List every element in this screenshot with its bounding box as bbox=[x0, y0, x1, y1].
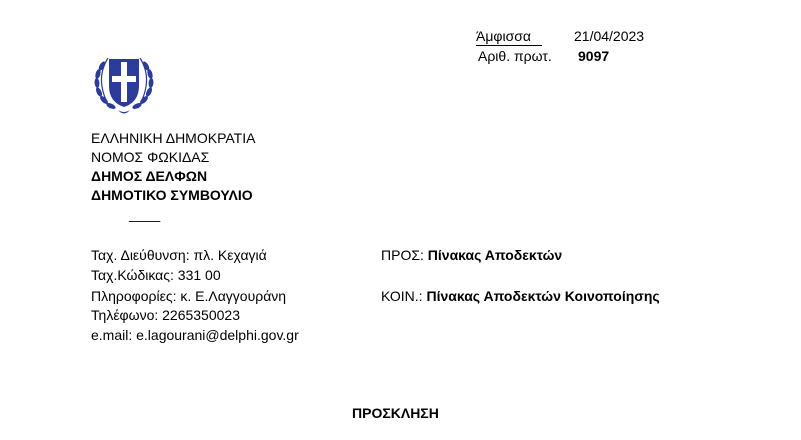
to-value: Πίνακας Αποδεκτών bbox=[427, 247, 563, 263]
greek-coat-of-arms-icon bbox=[88, 44, 160, 116]
place-label: Άμφισσα bbox=[476, 28, 531, 44]
issuer-municipality: ΔΗΜΟΣ ΔΕΛΦΩΝ bbox=[91, 168, 208, 184]
place-underline bbox=[476, 45, 542, 46]
recipients-to bbox=[381, 247, 562, 263]
cc-value: Πίνακας Αποδεκτών Κοινοποίησης bbox=[426, 288, 660, 304]
recipients-cc bbox=[381, 288, 660, 304]
protocol-label: Αριθ. πρωτ. bbox=[478, 48, 552, 64]
document-title: ΠΡΟΣΚΛΗΣΗ bbox=[352, 405, 439, 421]
contact-address: Ταχ. Διεύθυνση: πλ. Κεχαγιά bbox=[91, 247, 267, 263]
contact-postcode: Ταχ.Κώδικας: 331 00 bbox=[91, 267, 221, 283]
contact-phone: Τηλέφωνο: 2265350023 bbox=[91, 307, 240, 323]
contact-info: Πληροφορίες: κ. Ε.Λαγγουράνη bbox=[91, 288, 287, 304]
issuer-council: ΔΗΜΟΤΙΚΟ ΣΥΜΒΟΥΛΙΟ bbox=[91, 187, 253, 203]
document-date: 21/04/2023 bbox=[574, 28, 645, 44]
issuer-republic: ΕΛΛΗΝΙΚΗ ΔΗΜΟΚΡΑΤΙΑ bbox=[91, 130, 256, 146]
contact-email: e.mail: e.lagourani@delphi.gov.gr bbox=[91, 327, 299, 343]
to-label: ΠΡΟΣ: bbox=[381, 247, 428, 263]
issuer-prefecture: ΝΟΜΟΣ ΦΩΚΙΔΑΣ bbox=[91, 149, 210, 165]
cc-label: ΚΟΙΝ.: bbox=[381, 288, 427, 304]
issuer-separator: ____ bbox=[129, 206, 161, 222]
protocol-number: 9097 bbox=[578, 48, 610, 64]
